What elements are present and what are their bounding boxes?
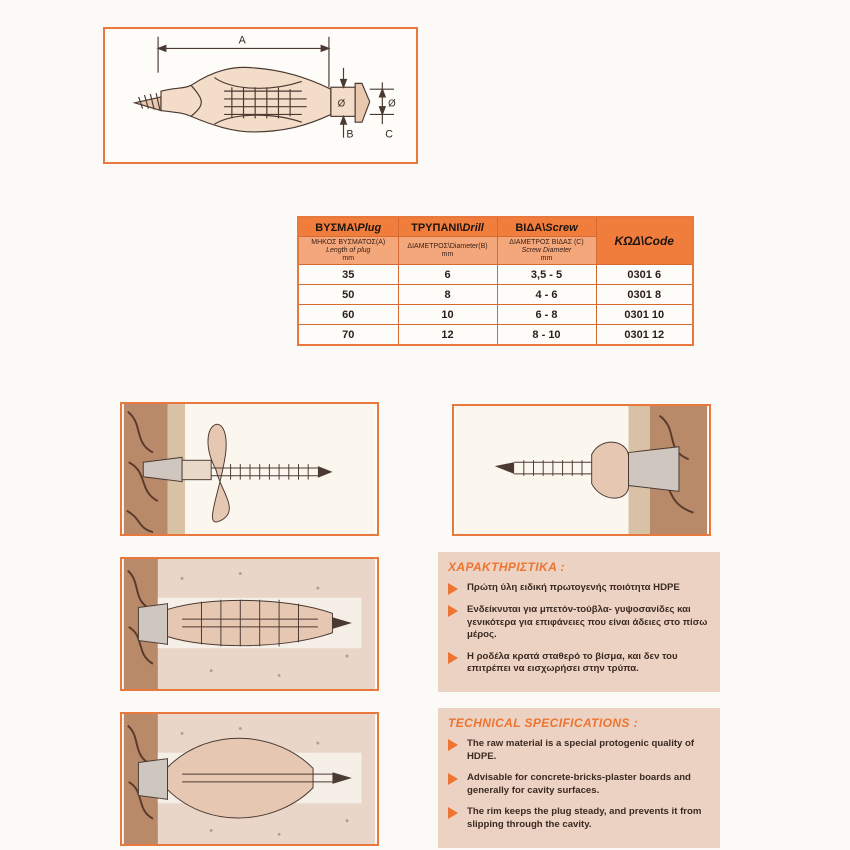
list-item: Advisable for concrete-bricks-plaster boards and generally for cavity surfaces. — [448, 772, 710, 797]
english-specs-title: TECHNICAL SPECIFICATIONS : — [448, 716, 638, 730]
list-item: Ενδείκνυται για μπετόν-τούβλα- γυψοσανίδες και γενικότερα για επιφάνειες που είναι άδειες στο πίσω μέρος. — [448, 604, 710, 642]
greek-features-box — [438, 552, 720, 692]
spec-table — [297, 216, 694, 346]
arrow-right-icon — [448, 583, 458, 595]
table-row: 35 6 3,5 - 5 0301 6 — [298, 265, 693, 285]
header-code: ΚΩΔ\Code — [596, 217, 693, 265]
table-row: 50 8 4 - 6 0301 8 — [298, 285, 693, 305]
illustration-concrete-expanded — [120, 712, 379, 846]
diam-symbol-c: Ø — [388, 98, 396, 110]
label-c: C — [385, 128, 393, 141]
header-plug: ΒΥΣΜΑ\Plug — [298, 217, 398, 237]
header-screw: ΒΙΔΑ\Screw — [497, 217, 596, 237]
subheader-drill: ΔΙΑΜΕΤΡΟΣ\Diameter(B) mm — [398, 237, 497, 265]
arrow-right-icon — [448, 807, 458, 819]
list-item: Η ροδέλα κρατά σταθερό το βίσμα, και δεν του επιτρέπει να εισχωρήσει στην τρύπα. — [448, 651, 710, 676]
diam-symbol-b: Ø — [337, 98, 346, 110]
arrow-right-icon — [448, 773, 458, 785]
table-row: 60 10 6 - 8 0301 10 — [298, 305, 693, 325]
list-item: The rim keeps the plug steady, and prevents it from slipping through the cavity. — [448, 806, 710, 831]
arrow-right-icon — [448, 739, 458, 751]
english-specs-box — [438, 708, 720, 848]
arrow-right-icon — [448, 652, 458, 664]
illustration-concrete-inserted — [120, 557, 379, 691]
table-row: 70 12 8 - 10 0301 12 — [298, 325, 693, 346]
header-drill: ΤΡΥΠΑΝΙ\Drill — [398, 217, 497, 237]
label-a: A — [238, 34, 246, 47]
dimension-diagram — [103, 27, 418, 164]
greek-features-title: ΧΑΡΑΚΤΗΡΙΣΤΙΚΑ : — [448, 560, 565, 574]
arrow-right-icon — [448, 605, 458, 617]
subheader-screw: ΔΙΑΜΕΤΡΟΣ ΒΙΔΑΣ (C) Screw Diameter mm — [497, 237, 596, 265]
plug-dimension-drawing — [105, 29, 416, 162]
subheader-plug: ΜΗΚΟΣ ΒΥΣΜΑΤΟΣ(A) Length of plug mm — [298, 237, 398, 265]
illustration-expanded-plug — [120, 402, 379, 536]
label-b: B — [346, 128, 354, 141]
list-item: Πρώτη ύλη ειδική πρωτογενής ποιότητα HDPE — [448, 582, 710, 595]
list-item: The raw material is a special protogenic quality of HDPE. — [448, 738, 710, 763]
illustration-insertion — [452, 404, 711, 536]
